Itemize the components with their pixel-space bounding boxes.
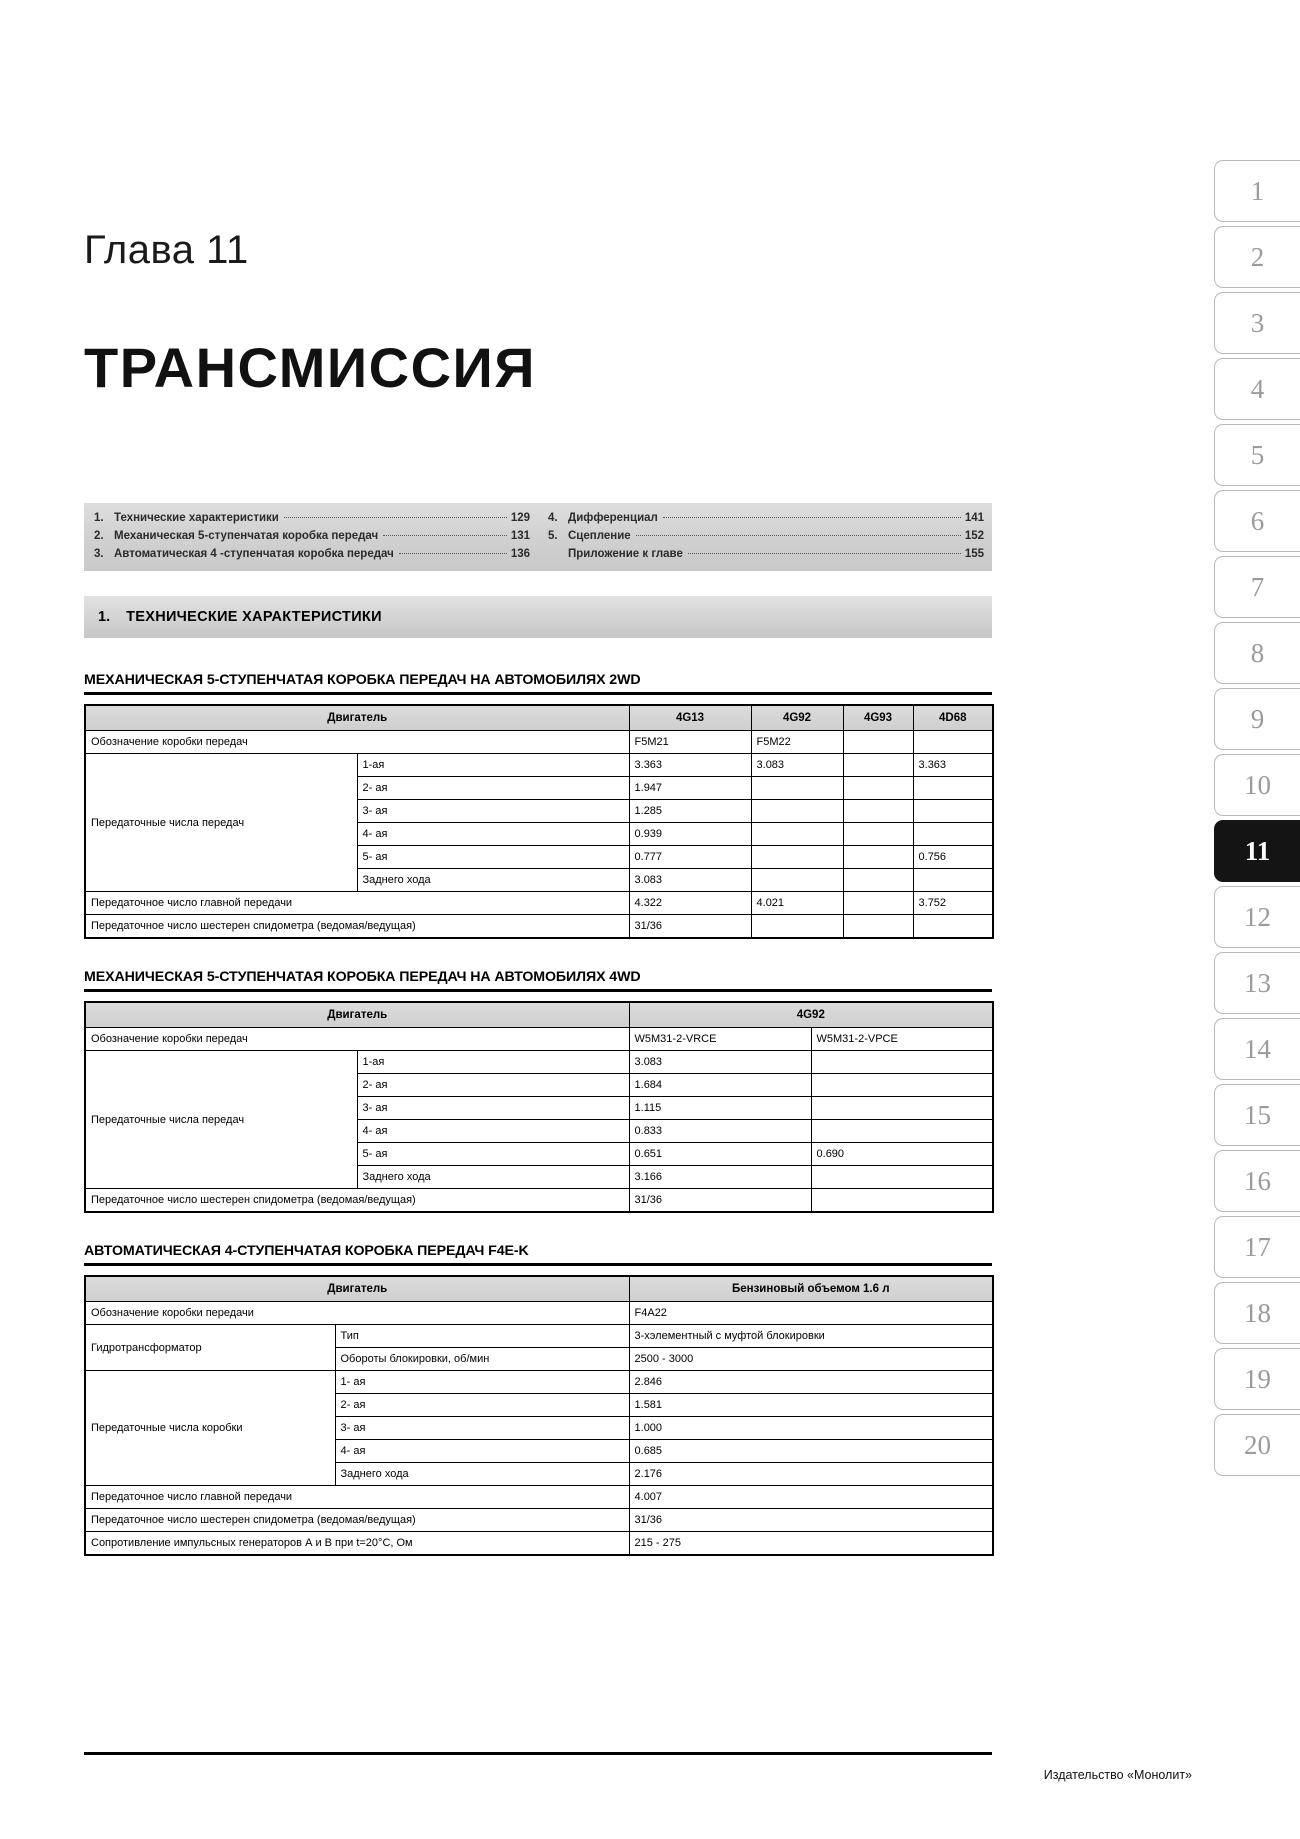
chapter-tab-7[interactable] [1214, 556, 1300, 618]
toc-column-left [84, 509, 538, 571]
column-header-engine: Двигатель [85, 1276, 629, 1302]
toc-leader-dots [636, 535, 961, 536]
row-value [843, 800, 913, 823]
toc-entry-title: Механическая 5-ступенчатая коробка передач [114, 530, 379, 542]
row-label: Передаточное число шестерен спидометра (ведомая/ведущая) [85, 915, 629, 939]
row-group-label: Передаточные числа передач [85, 754, 357, 892]
row-sublabel: 1- ая [335, 1371, 629, 1394]
spec-tables-container [84, 672, 992, 1556]
chapter-tab-label: 12 [1244, 901, 1271, 932]
row-sublabel: 4- ая [357, 1120, 629, 1143]
spec-table [84, 1275, 994, 1556]
row-sublabel: 1-ая [357, 1051, 629, 1074]
toc-entry-page: 131 [510, 530, 530, 542]
row-label: Сопротивление импульсных генераторов А и В при t=20°С, Ом [85, 1532, 629, 1556]
toc-entry-number: 1. [94, 512, 104, 524]
row-sublabel: 2- ая [335, 1394, 629, 1417]
toc-entry[interactable] [548, 545, 984, 563]
chapter-tab-3[interactable] [1214, 292, 1300, 354]
row-label: Обозначение коробки передач [85, 1028, 629, 1051]
toc-entry-number: 5. [548, 530, 558, 542]
column-header-value: 4G93 [843, 705, 913, 731]
chapter-tab-label: 11 [1244, 835, 1271, 866]
toc-leader-dots [663, 517, 961, 518]
row-sublabel: Тип [335, 1325, 629, 1348]
chapter-tab-label: 10 [1244, 769, 1271, 800]
toc-entry-title: Технические характеристики [114, 512, 279, 524]
row-value [843, 731, 913, 754]
row-sublabel: 5- ая [357, 846, 629, 869]
row-value: 31/36 [629, 1509, 993, 1532]
row-value: 1.684 [629, 1074, 811, 1097]
table-row [85, 1486, 993, 1509]
chapter-tab-9[interactable] [1214, 688, 1300, 750]
row-value [751, 800, 843, 823]
row-label: Обозначение коробки передач [85, 731, 629, 754]
row-group-label: Гидротрансформатор [85, 1325, 335, 1371]
row-value: 0.651 [629, 1143, 811, 1166]
row-value: 3.083 [629, 869, 751, 892]
column-header-value: 4G13 [629, 705, 751, 731]
column-header-value: 4G92 [751, 705, 843, 731]
chapter-tab-label: 15 [1244, 1099, 1271, 1130]
row-value [913, 823, 993, 846]
column-header-engine: Двигатель [85, 705, 629, 731]
column-header-engine: Двигатель [85, 1002, 629, 1028]
row-value [811, 1051, 993, 1074]
table-row [85, 1325, 993, 1348]
toc-entry-title: Приложение к главе [568, 548, 683, 560]
row-value [843, 869, 913, 892]
chapter-tab-label: 7 [1250, 571, 1265, 602]
spec-table-heading: АВТОМАТИЧЕСКАЯ 4-СТУПЕНЧАТАЯ КОРОБКА ПЕРЕДАЧ F4E-K [84, 1243, 992, 1266]
row-value [913, 777, 993, 800]
row-value [913, 915, 993, 939]
chapter-tab-16[interactable] [1214, 1150, 1300, 1212]
toc-entry-number: 4. [548, 512, 558, 524]
row-value [843, 823, 913, 846]
row-sublabel: 2- ая [357, 777, 629, 800]
column-header-value: Бензиновый объемом 1.6 л [629, 1276, 993, 1302]
toc-entry-page: 136 [510, 548, 530, 560]
row-value: 3-хэлементный с муфтой блокировки [629, 1325, 993, 1348]
row-value: 4.007 [629, 1486, 993, 1509]
row-value: 31/36 [629, 1189, 811, 1213]
row-sublabel: 2- ая [357, 1074, 629, 1097]
toc-column-right [538, 509, 992, 571]
chapter-tab-label: 2 [1250, 241, 1265, 272]
table-row [85, 1532, 993, 1556]
spec-table-heading: МЕХАНИЧЕСКАЯ 5-СТУПЕНЧАТАЯ КОРОБКА ПЕРЕДАЧ НА АВТОМОБИЛЯХ 4WD [84, 969, 992, 992]
row-value: 1.115 [629, 1097, 811, 1120]
spec-table [84, 1001, 994, 1213]
row-value [751, 777, 843, 800]
row-sublabel: 3- ая [357, 1097, 629, 1120]
chapter-tab-14[interactable] [1214, 1018, 1300, 1080]
row-value: 3.083 [751, 754, 843, 777]
row-label: Передаточное число главной передачи [85, 892, 629, 915]
chapter-tab-11[interactable] [1214, 820, 1300, 882]
toc-entry-title: Сцепление [568, 530, 631, 542]
publisher-label: Издательство «Монолит» [1043, 1768, 1192, 1782]
toc-entry-page: 155 [964, 548, 984, 560]
row-label: Передаточное число главной передачи [85, 1486, 629, 1509]
toc-leader-dots [383, 535, 507, 536]
row-value: 0.756 [913, 846, 993, 869]
row-label: Передаточное число шестерен спидометра (ведомая/ведущая) [85, 1509, 629, 1532]
table-row [85, 915, 993, 939]
chapter-tab-label: 3 [1250, 307, 1265, 338]
toc-entry-page: 152 [964, 530, 984, 542]
row-value [843, 846, 913, 869]
row-value: 215 - 275 [629, 1532, 993, 1556]
spec-table-block [84, 969, 992, 1213]
row-value [843, 892, 913, 915]
row-value [843, 754, 913, 777]
row-sublabel: Заднего хода [357, 869, 629, 892]
row-value: 3.752 [913, 892, 993, 915]
chapter-tab-label: 19 [1244, 1363, 1271, 1394]
toc-entry-page: 141 [964, 512, 984, 524]
toc-entry-page: 129 [510, 512, 530, 524]
chapter-tab-2[interactable] [1214, 226, 1300, 288]
toc-entry-number: 2. [94, 530, 104, 542]
row-value: 0.939 [629, 823, 751, 846]
chapter-tab-18[interactable] [1214, 1282, 1300, 1344]
section-title: ТЕХНИЧЕСКИЕ ХАРАКТЕРИСТИКИ [126, 609, 382, 625]
toc-leader-dots [688, 553, 961, 554]
row-value: 0.833 [629, 1120, 811, 1143]
chapter-tab-label: 1 [1250, 175, 1265, 206]
row-value [811, 1166, 993, 1189]
chapter-tab-15[interactable] [1214, 1084, 1300, 1146]
chapter-tab-4[interactable] [1214, 358, 1300, 420]
table-row [85, 1302, 993, 1325]
row-sublabel: 5- ая [357, 1143, 629, 1166]
chapter-tab-label: 8 [1250, 637, 1265, 668]
toc-entry-number: 3. [94, 548, 104, 560]
section-header [84, 596, 992, 638]
row-value: W5M31-2-VPCE [811, 1028, 993, 1051]
chapter-thumb-index [1192, 0, 1300, 1839]
row-value [913, 731, 993, 754]
row-value: 0.685 [629, 1440, 993, 1463]
chapter-tab-19[interactable] [1214, 1348, 1300, 1410]
row-value: 1.947 [629, 777, 751, 800]
row-value: 3.166 [629, 1166, 811, 1189]
row-value: 3.083 [629, 1051, 811, 1074]
row-value: 0.777 [629, 846, 751, 869]
chapter-tab-label: 20 [1244, 1429, 1271, 1460]
row-sublabel: 4- ая [335, 1440, 629, 1463]
spec-table-header-row [85, 1276, 993, 1302]
spec-table [84, 704, 994, 939]
chapter-tab-17[interactable] [1214, 1216, 1300, 1278]
row-value [811, 1074, 993, 1097]
row-value [811, 1189, 993, 1213]
row-value [751, 869, 843, 892]
row-sublabel: Обороты блокировки, об/мин [335, 1348, 629, 1371]
chapter-tab-label: 6 [1250, 505, 1265, 536]
chapter-tab-8[interactable] [1214, 622, 1300, 684]
chapter-tab-13[interactable] [1214, 952, 1300, 1014]
table-row [85, 1371, 993, 1394]
chapter-tab-20[interactable] [1214, 1414, 1300, 1476]
row-value: W5M31-2-VRCE [629, 1028, 811, 1051]
chapter-tab-6[interactable] [1214, 490, 1300, 552]
toc-entry[interactable] [548, 509, 984, 527]
chapter-tab-label: 16 [1244, 1165, 1271, 1196]
row-value [913, 869, 993, 892]
row-sublabel: Заднего хода [357, 1166, 629, 1189]
row-group-label: Передаточные числа передач [85, 1051, 357, 1189]
toc-entry-title: Автоматическая 4 -ступенчатая коробка передач [114, 548, 394, 560]
row-label: Обозначение коробки передачи [85, 1302, 629, 1325]
row-group-label: Передаточные числа коробки [85, 1371, 335, 1486]
chapter-tab-10[interactable] [1214, 754, 1300, 816]
row-value [843, 915, 913, 939]
table-row [85, 1509, 993, 1532]
table-row [85, 1028, 993, 1051]
row-value [751, 823, 843, 846]
table-row [85, 754, 993, 777]
toc-leader-dots [284, 517, 507, 518]
row-sublabel: 3- ая [357, 800, 629, 823]
toc-leader-dots [399, 553, 507, 554]
toc-entry[interactable] [548, 527, 984, 545]
row-value [843, 777, 913, 800]
spec-table-block [84, 672, 992, 939]
spec-table-heading: МЕХАНИЧЕСКАЯ 5-СТУПЕНЧАТАЯ КОРОБКА ПЕРЕДАЧ НА АВТОМОБИЛЯХ 2WD [84, 672, 992, 695]
row-value [811, 1120, 993, 1143]
chapter-tab-label: 4 [1250, 373, 1265, 404]
chapter-tab-label: 14 [1244, 1033, 1271, 1064]
row-value: F4A22 [629, 1302, 993, 1325]
spec-table-header-row [85, 1002, 993, 1028]
row-value: 4.021 [751, 892, 843, 915]
row-sublabel: Заднего хода [335, 1463, 629, 1486]
row-value: 1.581 [629, 1394, 993, 1417]
table-row [85, 892, 993, 915]
row-value: 4.322 [629, 892, 751, 915]
chapter-tab-label: 17 [1244, 1231, 1271, 1262]
chapter-title: ТРАНСМИССИЯ [84, 336, 537, 399]
row-sublabel: 4- ая [357, 823, 629, 846]
row-value: F5M22 [751, 731, 843, 754]
chapter-tab-label: 9 [1250, 703, 1265, 734]
row-sublabel: 1-ая [357, 754, 629, 777]
table-of-contents [84, 503, 992, 571]
row-value: 2500 - 3000 [629, 1348, 993, 1371]
chapter-tab-label: 13 [1244, 967, 1271, 998]
row-label: Передаточное число шестерен спидометра (ведомая/ведущая) [85, 1189, 629, 1213]
row-sublabel: 3- ая [335, 1417, 629, 1440]
toc-entry[interactable] [94, 509, 530, 527]
section-number: 1. [98, 609, 111, 625]
row-value: F5M21 [629, 731, 751, 754]
row-value: 2.846 [629, 1371, 993, 1394]
row-value: 3.363 [629, 754, 751, 777]
chapter-tab-1[interactable] [1214, 160, 1300, 222]
table-row [85, 1189, 993, 1213]
chapter-tab-label: 18 [1244, 1297, 1271, 1328]
table-row [85, 1051, 993, 1074]
row-value [913, 800, 993, 823]
row-value: 0.690 [811, 1143, 993, 1166]
column-header-value: 4G92 [629, 1002, 993, 1028]
toc-entry[interactable] [94, 545, 530, 563]
row-value: 1.000 [629, 1417, 993, 1440]
row-value: 31/36 [629, 915, 751, 939]
spec-table-block [84, 1243, 992, 1556]
chapter-label: Глава 11 [84, 228, 249, 272]
table-row [85, 731, 993, 754]
row-value: 1.285 [629, 800, 751, 823]
row-value [811, 1097, 993, 1120]
chapter-tab-12[interactable] [1214, 886, 1300, 948]
column-header-value: 4D68 [913, 705, 993, 731]
row-value: 2.176 [629, 1463, 993, 1486]
chapter-tab-5[interactable] [1214, 424, 1300, 486]
footer-divider [84, 1752, 992, 1755]
row-value [751, 915, 843, 939]
chapter-tab-label: 5 [1250, 439, 1265, 470]
row-value [751, 846, 843, 869]
row-value: 3.363 [913, 754, 993, 777]
toc-entry-title: Дифференциал [568, 512, 658, 524]
spec-table-header-row [85, 705, 993, 731]
toc-entry[interactable] [94, 527, 530, 545]
